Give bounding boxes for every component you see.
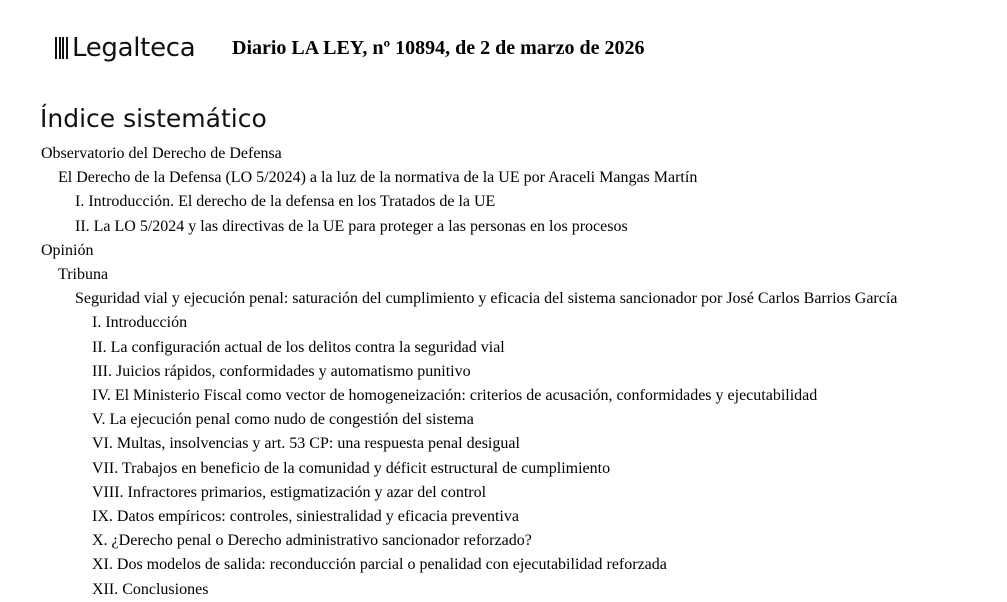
page-title: Índice sistemático xyxy=(40,104,267,133)
toc-subsection[interactable]: X. ¿Derecho penal o Derecho administrativo sancionador reforzado? xyxy=(92,532,532,550)
toc-subsection[interactable]: XII. Conclusiones xyxy=(92,580,209,598)
logo-text: Legalteca xyxy=(72,33,196,63)
toc-subsection[interactable]: IX. Datos empíricos: controles, siniestralidad y eficacia preventiva xyxy=(92,508,519,526)
issue-heading: Diario LA LEY, nº 10894, de 2 de marzo de 2026 xyxy=(232,37,645,59)
toc-subsection[interactable]: II. La configuración actual de los delitos contra la seguridad vial xyxy=(92,338,505,356)
table-of-contents xyxy=(0,142,897,602)
toc-subsection[interactable]: VI. Multas, insolvencias y art. 53 CP: una respuesta penal desigual xyxy=(92,435,520,453)
toc-subsection-group[interactable]: Tribuna xyxy=(58,266,109,284)
toc-article[interactable]: Seguridad vial y ejecución penal: saturación del cumplimiento y eficacia del sistema sancionador por José Carlos Barrios García xyxy=(75,290,898,308)
toc-subsection[interactable]: V. La ejecución penal como nudo de congestión del sistema xyxy=(92,411,474,429)
toc-subsection[interactable]: I. Introducción xyxy=(92,314,188,332)
toc-section[interactable]: Observatorio del Derecho de Defensa xyxy=(41,145,282,162)
toc-section[interactable]: Opinión xyxy=(41,241,94,259)
toc-article[interactable]: El Derecho de la Defensa (LO 5/2024) a la luz de la normativa de la UE por Araceli Mangas Martín xyxy=(58,169,698,187)
toc-subsection[interactable]: IV. El Ministerio Fiscal como vector de homogeneización: criterios de acusación, conformidades y ejecutabilidad xyxy=(92,387,818,405)
toc-subsection[interactable]: XI. Dos modelos de salida: reconducción parcial o penalidad con ejecutabilidad reforzada xyxy=(92,556,667,574)
logo-bars-icon xyxy=(55,37,69,59)
header xyxy=(55,28,195,68)
toc-subsection[interactable]: VIII. Infractores primarios, estigmatización y azar del control xyxy=(92,483,487,501)
toc-subsection[interactable]: III. Juicios rápidos, conformidades y automatismo punitivo xyxy=(92,362,471,380)
legalteca-logo[interactable] xyxy=(55,33,195,63)
toc-subsection[interactable]: II. La LO 5/2024 y las directivas de la UE para proteger a las personas en los procesos xyxy=(75,217,628,235)
toc-subsection[interactable]: VII. Trabajos en beneficio de la comunidad y déficit estructural de cumplimiento xyxy=(92,459,611,477)
toc-subsection[interactable]: I. Introducción. El derecho de la defensa en los Tratados de la UE xyxy=(75,193,496,211)
